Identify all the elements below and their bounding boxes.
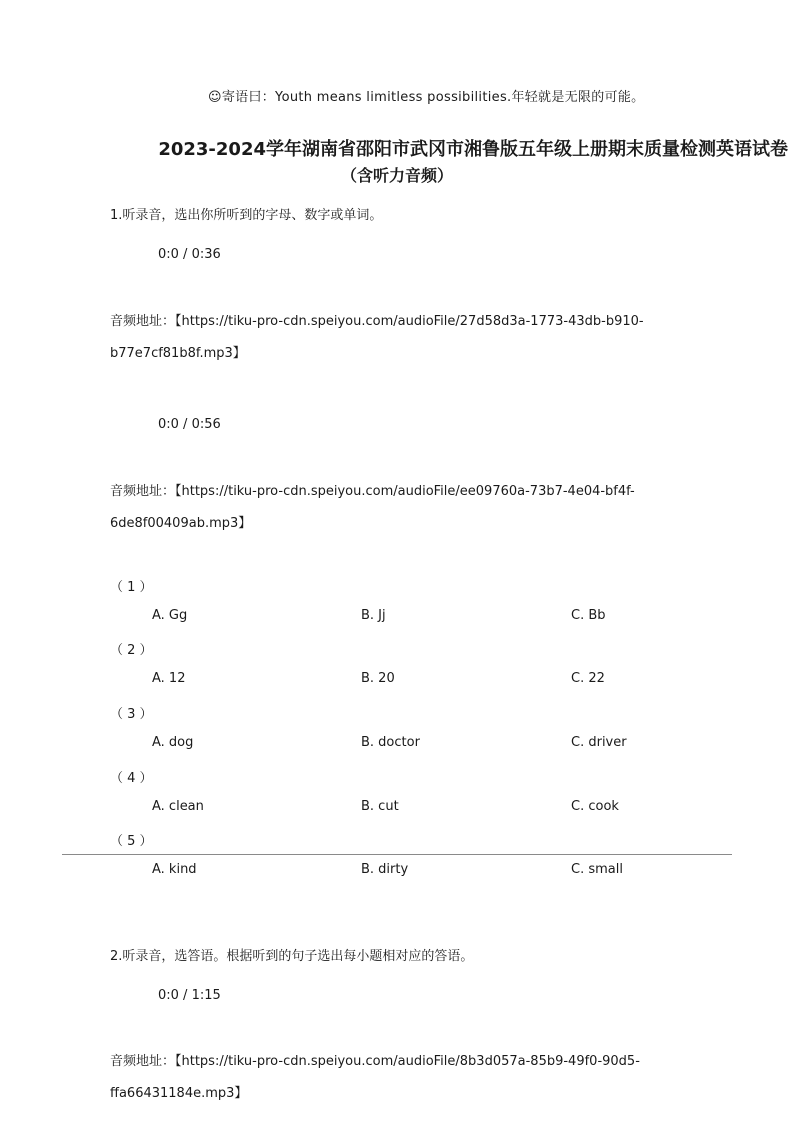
- audio-address: 音频地址：【https://tiku-pro-cdn.speiyou.com/audioFile/27d58d3a-1773-43db-b910-: [110, 314, 644, 329]
- option-a[interactable]: A. clean: [152, 799, 204, 814]
- option-a[interactable]: A. dog: [152, 735, 194, 750]
- motto: ☺寄语曰：Youth means limitless possibilities.年轻就是无限的可能。: [208, 90, 645, 105]
- audio-address-continued: 6de8f00409ab.mp3】: [110, 516, 252, 531]
- option-b[interactable]: B. Jj: [361, 608, 386, 623]
- option-c[interactable]: C. Bb: [571, 608, 606, 623]
- option-b[interactable]: B. dirty: [361, 862, 409, 877]
- audio-address: 音频地址：【https://tiku-pro-cdn.speiyou.com/audioFile/8b3d057a-85b9-49f0-90d5-: [110, 1054, 640, 1069]
- question-1-heading: 1.听录音，选出你所听到的字母、数字或单词。: [110, 208, 383, 223]
- audio-address: 音频地址：【https://tiku-pro-cdn.speiyou.com/audioFile/ee09760a-73b7-4e04-bf4f-: [110, 484, 635, 499]
- option-c[interactable]: C. driver: [571, 735, 627, 750]
- option-a[interactable]: A. 12: [152, 671, 186, 686]
- option-c[interactable]: C. 22: [571, 671, 605, 686]
- audio-player-time[interactable]: 0:0 / 0:36: [158, 247, 221, 262]
- page-divider: [62, 854, 732, 855]
- item-number: （ 3 ）: [110, 707, 153, 722]
- exam-title: 2023-2024学年湖南省邵阳市武冈市湘鲁版五年级上册期末质量检测英语试卷: [158, 139, 788, 160]
- option-c[interactable]: C. cook: [571, 799, 619, 814]
- option-c[interactable]: C. small: [571, 862, 623, 877]
- exam-subtitle: （含听力音频）: [340, 166, 453, 185]
- item-number: （ 4 ）: [110, 771, 153, 786]
- audio-address-continued: b77e7cf81b8f.mp3】: [110, 346, 246, 361]
- option-a[interactable]: A. kind: [152, 862, 197, 877]
- question-2-heading: 2.听录音，选答语。根据听到的句子选出每小题相对应的答语。: [110, 949, 474, 964]
- audio-player-time[interactable]: 0:0 / 1:15: [158, 988, 221, 1003]
- option-a[interactable]: A. Gg: [152, 608, 188, 623]
- option-b[interactable]: B. cut: [361, 799, 399, 814]
- item-number: （ 5 ）: [110, 834, 153, 849]
- option-b[interactable]: B. 20: [361, 671, 395, 686]
- option-b[interactable]: B. doctor: [361, 735, 420, 750]
- audio-player-time[interactable]: 0:0 / 0:56: [158, 417, 221, 432]
- item-number: （ 2 ）: [110, 643, 153, 658]
- audio-address-continued: ffa66431184e.mp3】: [110, 1086, 248, 1101]
- item-number: （ 1 ）: [110, 580, 153, 595]
